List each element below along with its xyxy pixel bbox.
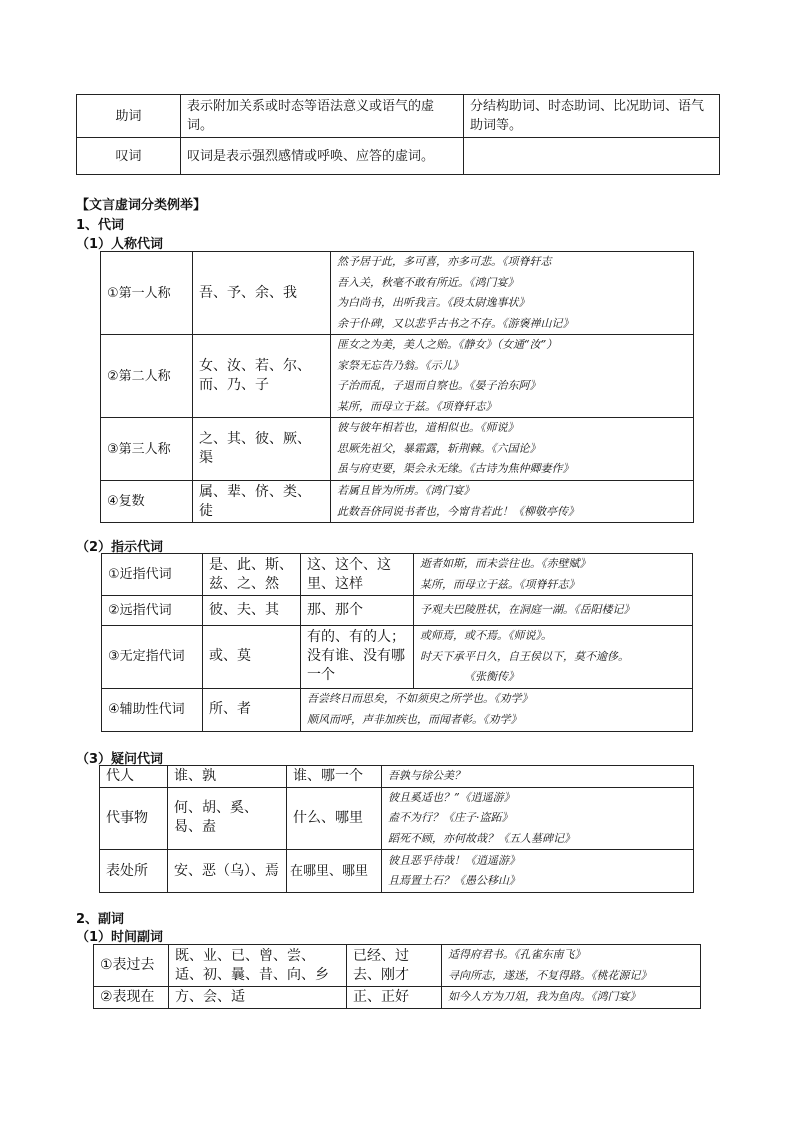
word-class-types: 分结构助词、时态助词、比况助词、语气助词等。: [464, 95, 720, 138]
meaning: 在哪里、哪里: [287, 850, 382, 893]
example-cell: [382, 850, 694, 893]
table-row: [102, 626, 693, 689]
category-label: ①第一人称: [101, 252, 193, 335]
meaning: 这、这个、这里、这样: [301, 554, 414, 596]
word-list: 女、汝、若、尔、而、乃、子: [193, 335, 331, 418]
table-row: [94, 945, 701, 987]
category-label: ②第二人称: [101, 335, 193, 418]
word-class-types: [464, 138, 720, 175]
example-line: 如今人方为刀俎，我为鱼肉。《鸿门宴》: [448, 990, 641, 1003]
category-label: ②表现在: [94, 987, 169, 1009]
example-line: 吾入关，秋毫不敢有所近。《鸿门宴》: [337, 275, 519, 289]
example-cell: [331, 418, 694, 481]
heading-adverb: 2、副词: [76, 912, 125, 927]
table-row: [77, 95, 720, 138]
section-title: 【文言虚词分类例举】: [76, 198, 207, 213]
word-class-name: 叹词: [77, 138, 181, 175]
demonstrative-pronoun-table: [101, 553, 693, 732]
example-line: 余于仆碑，又以悲乎古书之不存。《游褒禅山记》: [337, 316, 574, 330]
word-list: 是、此、斯、兹、之、然: [203, 554, 301, 596]
meaning: 正、正好: [347, 987, 442, 1009]
word-list: 彼、夫、其: [203, 596, 301, 626]
word-list: 或、莫: [203, 626, 301, 689]
table-row: [101, 335, 694, 418]
example-line: 此数吾侪同说书者也，今甯肯若此！《柳敬亭传》: [337, 504, 579, 518]
word-list: 何、胡、奚、曷、盍: [168, 787, 287, 850]
word-list: 之、其、彼、厥、渠: [193, 418, 331, 481]
table-row: [101, 418, 694, 481]
example-line: 思厥先祖父，暴霜露，斩荆棘。《六国论》: [337, 441, 541, 455]
example-cell: [382, 787, 694, 850]
example-cell: [442, 987, 701, 1009]
example-line: 子治而乱，子退而自察也。《晏子治东阿》: [337, 379, 541, 392]
word-list: 既、业、已、曾、尝、适、初、曩、昔、向、乡: [169, 945, 347, 987]
example-line: 寻向所志，遂迷，不复得路。《桃花源记》: [448, 968, 652, 982]
heading-time-adverb: （1）时间副词: [76, 930, 164, 945]
table-row: [101, 252, 694, 335]
example-cell: [414, 596, 693, 626]
example-line: 若属且皆为所虏。《鸿门宴》: [337, 484, 475, 497]
example-cell: [442, 945, 701, 987]
word-class-desc: 表示附加关系或时态等语法意义或语气的虚词。: [181, 95, 464, 138]
example-line: 彼且奚适也？”《逍遥游》: [388, 790, 515, 804]
table-row: [94, 987, 701, 1009]
example-line: 盍不为行？《庄子·盗跖》: [388, 811, 513, 824]
meaning: 已经、过去、刚才: [347, 945, 442, 987]
example-line: 彼与彼年相若也，道相似也。《师说》: [337, 421, 519, 435]
category-label: 表处所: [100, 850, 168, 893]
example-line: 彼且恶乎待哉！《逍遥游》: [388, 853, 520, 867]
example-cell: [414, 626, 693, 689]
example-line: 吾尝终日而思矣，不如须臾之所学也。《劝学》: [307, 692, 533, 705]
category-label: ①近指代词: [102, 554, 203, 596]
category-label: ④辅助性代词: [102, 688, 203, 731]
example-cell: [382, 766, 694, 788]
example-line: 时天下承平日久，自王侯以下，莫不逾侈。: [420, 649, 629, 663]
example-cell: [301, 688, 693, 731]
meaning: 那、那个: [301, 596, 414, 626]
category-label: ②远指代词: [102, 596, 203, 626]
example-line: 适得府君书。《孔雀东南飞》: [448, 948, 586, 961]
heading-personal-pronoun: （1）人称代词: [76, 237, 164, 252]
example-cell: [331, 335, 694, 418]
word-list: 吾、予、余、我: [193, 252, 331, 335]
interrogative-pronoun-table: [99, 765, 694, 893]
word-list: 属、辈、侪、类、徒: [193, 481, 331, 523]
category-label: 代事物: [100, 787, 168, 850]
category-label: ③无定指代词: [102, 626, 203, 689]
example-line: 某所，而母立于兹。《项脊轩志》: [337, 399, 497, 413]
example-line: 逝者如斯，而未尝往也。《赤壁赋》: [420, 557, 591, 570]
meaning: 有的、有的人；没有谁、没有哪一个: [301, 626, 414, 689]
example-line: 顺风而呼，声非加疾也，而闻者彰。《劝学》: [307, 712, 522, 726]
example-line: 蹈死不顾，亦何故哉？《五人墓碑记》: [388, 831, 575, 845]
personal-pronoun-table: [100, 251, 694, 523]
category-label: ①表过去: [94, 945, 169, 987]
table-row: [77, 138, 720, 175]
example-line: 予观夫巴陵胜状，在洞庭一湖。《岳阳楼记》: [420, 603, 635, 617]
meaning: 什么、哪里: [287, 787, 382, 850]
word-list: 方、会、适: [169, 987, 347, 1009]
table-row: [100, 766, 694, 788]
category-label: ④复数: [101, 481, 193, 523]
category-label: 代人: [100, 766, 168, 788]
example-line: 家祭无忘告乃翁。《示儿》: [337, 358, 464, 372]
word-class-name: 助词: [77, 95, 181, 138]
example-line: 《张衡传》: [464, 670, 519, 683]
example-line: 匪女之为美，美人之贻。《静女》（女通“汝”）: [337, 338, 558, 351]
example-line: 吾孰与徐公美？: [388, 769, 465, 782]
heading-demonstrative-pronoun: （2）指示代词: [76, 540, 164, 555]
example-line: 或师焉，或不焉。《师说》。: [420, 629, 552, 642]
example-line: 某所，而母立于兹。《项脊轩志》: [420, 577, 580, 591]
table-row: [102, 596, 693, 626]
table-row: [102, 554, 693, 596]
example-line: 且焉置土石？《愚公移山》: [388, 874, 520, 887]
heading-interrogative-pronoun: （3）疑问代词: [76, 752, 164, 767]
example-cell: [331, 252, 694, 335]
example-line: 为白尚书，出听我言。《段太尉逸事状》: [337, 296, 530, 309]
category-label: ③第三人称: [101, 418, 193, 481]
word-list: 谁、孰: [168, 766, 287, 788]
word-list: 所、者: [203, 688, 301, 731]
table-row: [101, 481, 694, 523]
word-list: 安、恶（乌）、焉: [168, 850, 287, 893]
example-line: 然予居于此，多可喜，亦多可悲。《项脊轩志: [337, 255, 552, 268]
top-table: [76, 94, 720, 175]
meaning: 谁、哪一个: [287, 766, 382, 788]
table-row: [102, 688, 693, 731]
example-cell: [414, 554, 693, 596]
example-cell: [331, 481, 694, 523]
word-class-desc: 叹词是表示强烈感情或呼唤、应答的虚词。: [181, 138, 464, 175]
table-row: [100, 787, 694, 850]
heading-pronoun: 1、代词: [76, 218, 125, 233]
time-adverb-table: [93, 944, 701, 1009]
table-row: [100, 850, 694, 893]
example-line: 虽与府吏要，渠会永无缘。《古诗为焦仲卿妻作》: [337, 462, 574, 476]
